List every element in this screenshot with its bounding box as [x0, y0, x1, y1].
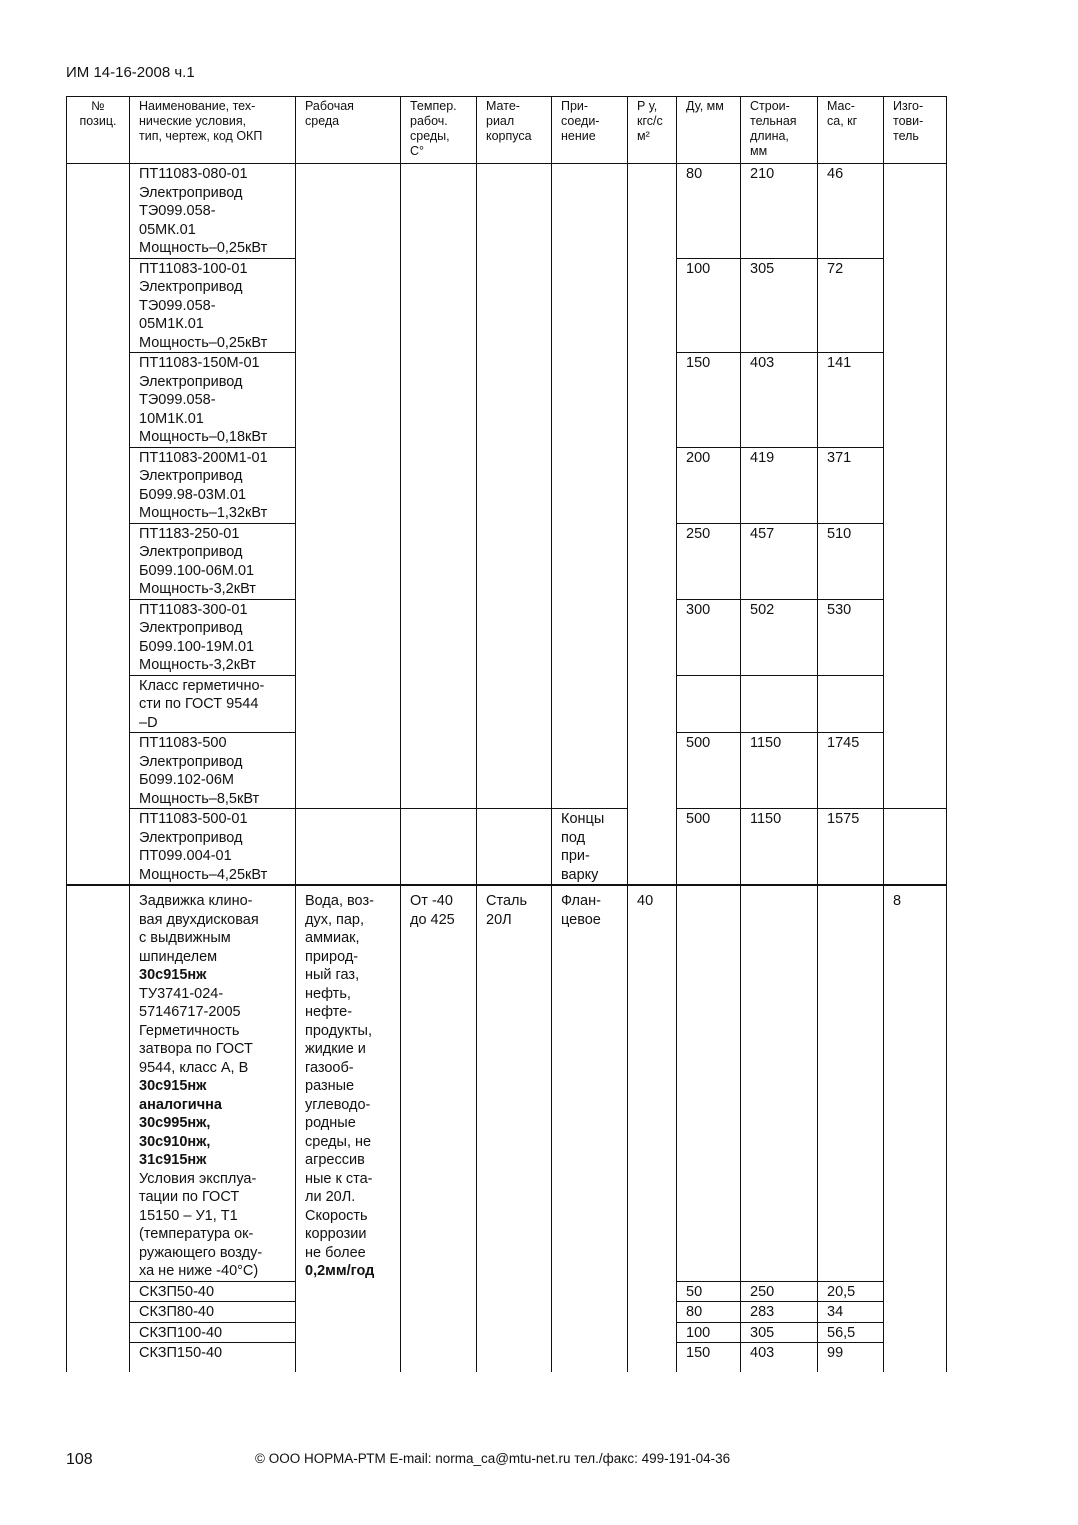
cell-dn: 150: [677, 1343, 741, 1373]
cell-temp: [401, 885, 477, 1372]
model-line: 05М1К.01: [139, 316, 204, 332]
model-line: –D: [139, 714, 158, 731]
cell-length: 305: [741, 258, 818, 353]
header-maker: Изго- тови- тель: [884, 97, 947, 164]
model-line: ПТ099.004-01: [139, 848, 232, 864]
model-line: Мощность–1,32кВт: [139, 505, 268, 521]
model-line: Электропривод: [139, 468, 243, 484]
cell-name: СКЗП100-40: [130, 1322, 296, 1343]
connection-line: при-: [561, 848, 590, 864]
cell-length: 250: [741, 1281, 818, 1302]
material-line: 20Л: [486, 911, 512, 928]
medium-line: ли 20Л.: [305, 1189, 356, 1205]
cell-temp: [401, 164, 477, 809]
description-line: тации по ГОСТ: [139, 1189, 240, 1205]
medium-line: ный газ,: [305, 967, 360, 983]
description-line: ТУ3741-024-: [139, 985, 224, 1002]
model-line: Класс герметично-: [139, 677, 265, 694]
model-line: Б099.100-06М.01: [139, 562, 255, 579]
cell-name: [130, 523, 296, 599]
cell-dn: 200: [677, 447, 741, 523]
header-mass: Мас- са, кг: [818, 97, 884, 164]
cell-material: [477, 164, 552, 809]
model-line: Электропривод: [139, 184, 243, 201]
description-line: 30с910нж,: [139, 1133, 211, 1150]
cell-pressure: 40: [628, 885, 677, 1372]
description-line: Задвижка клино-: [139, 893, 253, 909]
table-row: [67, 885, 947, 1281]
model-line: ПТ11083-150М-01: [139, 355, 260, 371]
description-line: аналогична: [139, 1096, 222, 1113]
cell-length: 305: [741, 1322, 818, 1343]
cell-mass: 1745: [818, 733, 884, 809]
medium-line: жидкие и: [305, 1041, 366, 1057]
cell-name: [130, 809, 296, 886]
model-line: Б099.98-03М.01: [139, 486, 247, 503]
model-line: Мощность-3,2кВт: [139, 581, 256, 597]
cell-length: 419: [741, 447, 818, 523]
cell-length: 403: [741, 1343, 818, 1373]
model-line: ПТ11083-500: [139, 735, 227, 751]
cell-mass: 510: [818, 523, 884, 599]
cell-medium: [296, 885, 401, 1372]
cell-name: [130, 353, 296, 448]
model-line: Электропривод: [139, 829, 243, 846]
cell-dn: [677, 675, 741, 733]
cell-dn: [677, 885, 741, 1281]
model-line: ПТ11083-500-01: [139, 811, 248, 827]
valve-spec-table: [66, 96, 947, 1372]
medium-line: ные к ста-: [305, 1170, 373, 1187]
cell-mass: [818, 885, 884, 1281]
model-line: ТЭ099.058-: [139, 392, 216, 408]
model-line: 10М1К.01: [139, 410, 204, 427]
cell-length: 210: [741, 164, 818, 259]
cell-length: 502: [741, 599, 818, 675]
cell-pos: [67, 885, 130, 1372]
cell-name: [130, 885, 296, 1281]
header-connection: При- соеди- нение: [552, 97, 628, 164]
description-line: 30с915нж: [139, 1078, 207, 1094]
description-line: с выдвижным: [139, 930, 231, 946]
cell-material: [477, 885, 552, 1372]
cell-temp: [401, 809, 477, 886]
cell-mass: [818, 675, 884, 733]
connection-line: варку: [561, 866, 599, 883]
cell-maker: [884, 164, 947, 809]
medium-line: газооб-: [305, 1059, 354, 1076]
cell-maker: 8: [884, 885, 947, 1372]
cell-mass: 1575: [818, 809, 884, 886]
model-line: Электропривод: [139, 373, 243, 390]
cell-mass: 34: [818, 1302, 884, 1323]
medium-line: природ-: [305, 948, 359, 965]
model-line: Б099.100-19М.01: [139, 638, 255, 655]
model-line: Мощность–0,25кВт: [139, 334, 268, 351]
material-line: Сталь: [486, 893, 528, 909]
document-code: ИМ 14-16-2008 ч.1: [66, 64, 195, 81]
model-line: Мощность–0,25кВт: [139, 240, 268, 256]
model-line: ТЭ099.058-: [139, 203, 216, 219]
model-line: ПТ11083-080-01: [139, 166, 248, 182]
footer-copyright: © ООО НОРМА-РТМ E-mail: norma_ca@mtu-net.ru тел./факс: 499-191-04-36: [255, 1451, 731, 1466]
description-line: 30с915нж: [139, 967, 207, 983]
header-pressure: Р у, кгс/с м²: [628, 97, 677, 164]
cell-pressure: [628, 164, 677, 886]
header-name: Наименование, тех- нические условия, тип, чертеж, код ОКП: [130, 97, 296, 164]
description-line: 30с995нж,: [139, 1115, 211, 1131]
header-material: Мате- риал корпуса: [477, 97, 552, 164]
cell-dn: 150: [677, 353, 741, 448]
description-line: затвора по ГОСТ: [139, 1041, 253, 1057]
model-line: Б099.102-06М: [139, 772, 234, 788]
cell-mass: 46: [818, 164, 884, 259]
description-line: ружающего возду-: [139, 1244, 263, 1261]
header-medium: Рабочая среда: [296, 97, 401, 164]
model-line: Электропривод: [139, 279, 243, 295]
table-row: [67, 809, 947, 886]
cell-mass: 99: [818, 1343, 884, 1373]
connection-line: Флан-: [561, 893, 601, 909]
model-line: ТЭ099.058-: [139, 297, 216, 314]
model-line: ПТ1183-250-01: [139, 525, 240, 542]
cell-dn: 100: [677, 1322, 741, 1343]
cell-dn: 50: [677, 1281, 741, 1302]
cell-pos: [67, 164, 130, 886]
table-body: [67, 164, 947, 1373]
model-line: сти по ГОСТ 9544: [139, 696, 259, 712]
description-line: 57146717-2005: [139, 1004, 241, 1020]
cell-name: [130, 164, 296, 259]
medium-line: среды, не: [305, 1133, 372, 1150]
cell-length: 1150: [741, 733, 818, 809]
model-line: Мощность–0,18кВт: [139, 429, 268, 445]
cell-mass: 141: [818, 353, 884, 448]
description-line: 31с915нж: [139, 1152, 207, 1168]
description-line: 15150 – У1, Т1: [139, 1207, 238, 1224]
header-length: Строи- тельная длина, мм: [741, 97, 818, 164]
cell-dn: 100: [677, 258, 741, 353]
cell-length: [741, 885, 818, 1281]
header-dn: Ду, мм: [677, 97, 741, 164]
cell-dn: 500: [677, 809, 741, 886]
cell-connection: [552, 885, 628, 1372]
medium-line: аммиак,: [305, 930, 360, 946]
description-line: (температура ок-: [139, 1226, 254, 1242]
cell-dn: 80: [677, 164, 741, 259]
medium-line: родные: [305, 1115, 356, 1131]
header-row: [67, 97, 947, 164]
cell-name: [130, 258, 296, 353]
cell-medium: [296, 809, 401, 886]
cell-name: СКЗП80-40: [130, 1302, 296, 1323]
cell-length: 283: [741, 1302, 818, 1323]
cell-connection: [552, 164, 628, 809]
cell-dn: 500: [677, 733, 741, 809]
medium-line: Вода, воз-: [305, 893, 374, 909]
cell-length: 457: [741, 523, 818, 599]
cell-dn: 80: [677, 1302, 741, 1323]
description-line: 9544, класс А, В: [139, 1059, 249, 1076]
header-temp: Темпер. рабоч. среды, С°: [401, 97, 477, 164]
cell-name: [130, 675, 296, 733]
cell-name: [130, 447, 296, 523]
medium-line: дух, пар,: [305, 911, 365, 928]
description-line: Герметичность: [139, 1022, 240, 1039]
model-line: Мощность–8,5кВт: [139, 790, 260, 807]
cell-mass: 530: [818, 599, 884, 675]
cell-length: 1150: [741, 809, 818, 886]
medium-line: разные: [305, 1078, 355, 1094]
cell-connection: [552, 809, 628, 886]
table-header: [67, 97, 947, 164]
model-line: Электропривод: [139, 753, 243, 770]
cell-medium: [296, 164, 401, 809]
cell-length: 403: [741, 353, 818, 448]
description-line: шпинделем: [139, 948, 218, 965]
medium-line: нефть,: [305, 985, 351, 1002]
cell-mass: 72: [818, 258, 884, 353]
description-line: вая двухдисковая: [139, 911, 259, 928]
description-line: ха не ниже -40°С): [139, 1263, 259, 1279]
description-line: Условия эксплуа-: [139, 1170, 257, 1187]
page-number: 108: [66, 1451, 93, 1468]
cell-name: [130, 599, 296, 675]
medium-line: не более: [305, 1244, 366, 1261]
temp-line: От -40: [410, 893, 453, 909]
cell-maker: [884, 809, 947, 886]
header-pos: № позиц.: [67, 97, 130, 164]
model-line: Электропривод: [139, 620, 243, 636]
cell-name: СКЗП150-40: [130, 1343, 296, 1373]
medium-line: продукты,: [305, 1022, 372, 1039]
medium-line: коррозии: [305, 1226, 367, 1242]
medium-line: Скорость: [305, 1207, 368, 1224]
cell-mass: 20,5: [818, 1281, 884, 1302]
cell-dn: 250: [677, 523, 741, 599]
connection-line: цевое: [561, 911, 601, 928]
model-line: Мощность–4,25кВт: [139, 866, 268, 883]
temp-line: до 425: [410, 911, 455, 928]
cell-material: [477, 809, 552, 886]
cell-name: [130, 733, 296, 809]
model-line: ПТ11083-300-01: [139, 601, 248, 618]
model-line: Мощность-3,2кВт: [139, 657, 256, 673]
medium-line: углеводо-: [305, 1096, 371, 1113]
medium-line: 0,2мм/год: [305, 1263, 375, 1279]
medium-line: нефте-: [305, 1004, 353, 1020]
connection-line: под: [561, 829, 586, 846]
model-line: Электропривод: [139, 544, 243, 560]
medium-line: агрессив: [305, 1152, 365, 1168]
connection-line: Концы: [561, 811, 605, 827]
cell-name: СКЗП50-40: [130, 1281, 296, 1302]
model-line: ПТ11083-200М1-01: [139, 449, 268, 466]
cell-length: [741, 675, 818, 733]
model-line: ПТ11083-100-01: [139, 260, 248, 277]
model-line: 05МК.01: [139, 221, 196, 238]
cell-mass: 371: [818, 447, 884, 523]
cell-dn: 300: [677, 599, 741, 675]
cell-mass: 56,5: [818, 1322, 884, 1343]
table-row: [67, 164, 947, 259]
